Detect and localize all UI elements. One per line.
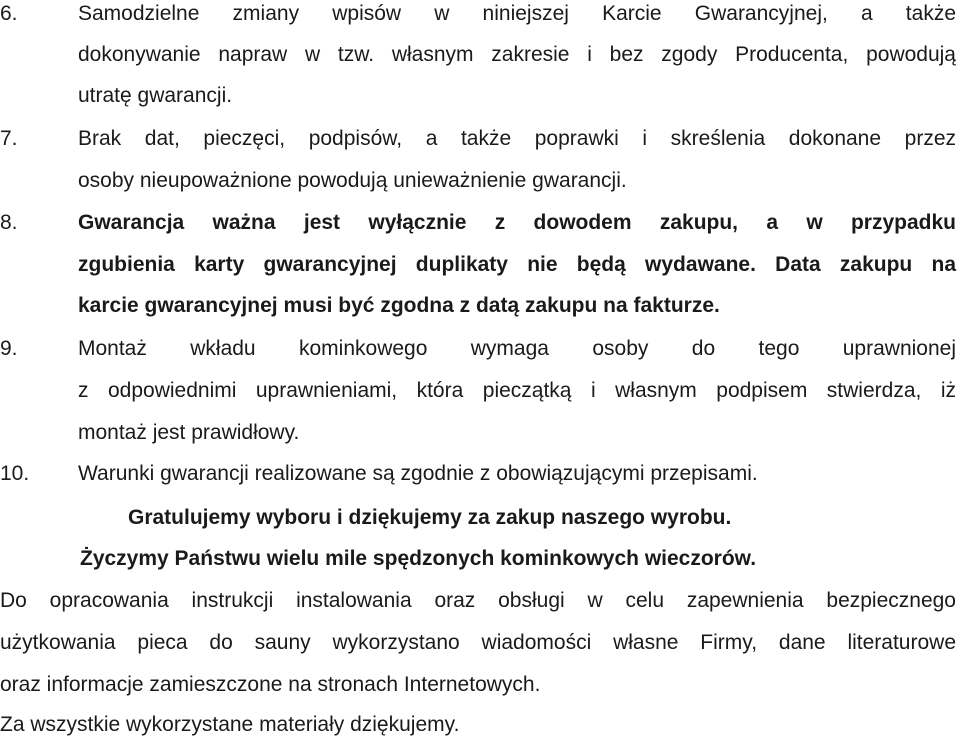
- credits-line: oraz informacje zamieszczone na stronach Internetowych.: [0, 673, 541, 696]
- credits-final: Za wszystkie wykorzystane materiały dziękujemy.: [0, 713, 460, 736]
- item-line: Brak dat, pieczęci, podpisów, a także poprawki i skreślenia dokonane przez: [78, 127, 956, 150]
- item-line: Montaż wkładu kominkowego wymaga osoby do tego uprawnionej: [78, 337, 956, 360]
- item-line: montaż jest prawidłowy.: [78, 421, 300, 444]
- item-number: 9.: [0, 337, 18, 360]
- item-line: zgubienia karty gwarancyjnej duplikaty nie będą wydawane. Data zakupu na: [78, 253, 956, 276]
- item-line: Samodzielne zmiany wpisów w niniejszej Karcie Gwarancyjnej, a także: [78, 2, 956, 25]
- item-line: z odpowiednimi uprawnieniami, która pieczątką i własnym podpisem stwierdza, iż: [78, 379, 956, 402]
- closing-thanks: Gratulujemy wyboru i dziękujemy za zakup naszego wyrobu.: [128, 506, 732, 529]
- credits-line: użytkowania pieca do sauny wykorzystano wiadomości własne Firmy, dane literaturowe: [0, 631, 956, 654]
- closing-wishes: Życzymy Państwu wielu mile spędzonych kominkowych wieczorów.: [80, 547, 757, 570]
- item-number: 8.: [0, 211, 18, 234]
- credits-line: Do opracowania instrukcji instalowania oraz obsługi w celu zapewnienia bezpiecznego: [0, 589, 956, 612]
- item-number: 6.: [0, 2, 18, 25]
- item-line: dokonywanie napraw w tzw. własnym zakresie i bez zgody Producenta, powodują: [78, 43, 956, 66]
- item-line: utratę gwarancji.: [78, 84, 233, 107]
- item-line: osoby nieupoważnione powodują unieważnienie gwarancji.: [78, 169, 627, 192]
- item-line: karcie gwarancyjnej musi być zgodna z datą zakupu na fakturze.: [78, 294, 720, 317]
- item-number: 10.: [0, 462, 30, 485]
- item-line: Warunki gwarancji realizowane są zgodnie z obowiązującymi przepisami.: [78, 462, 758, 485]
- item-line: Gwarancja ważna jest wyłącznie z dowodem zakupu, a w przypadku: [78, 211, 956, 234]
- item-number: 7.: [0, 127, 18, 150]
